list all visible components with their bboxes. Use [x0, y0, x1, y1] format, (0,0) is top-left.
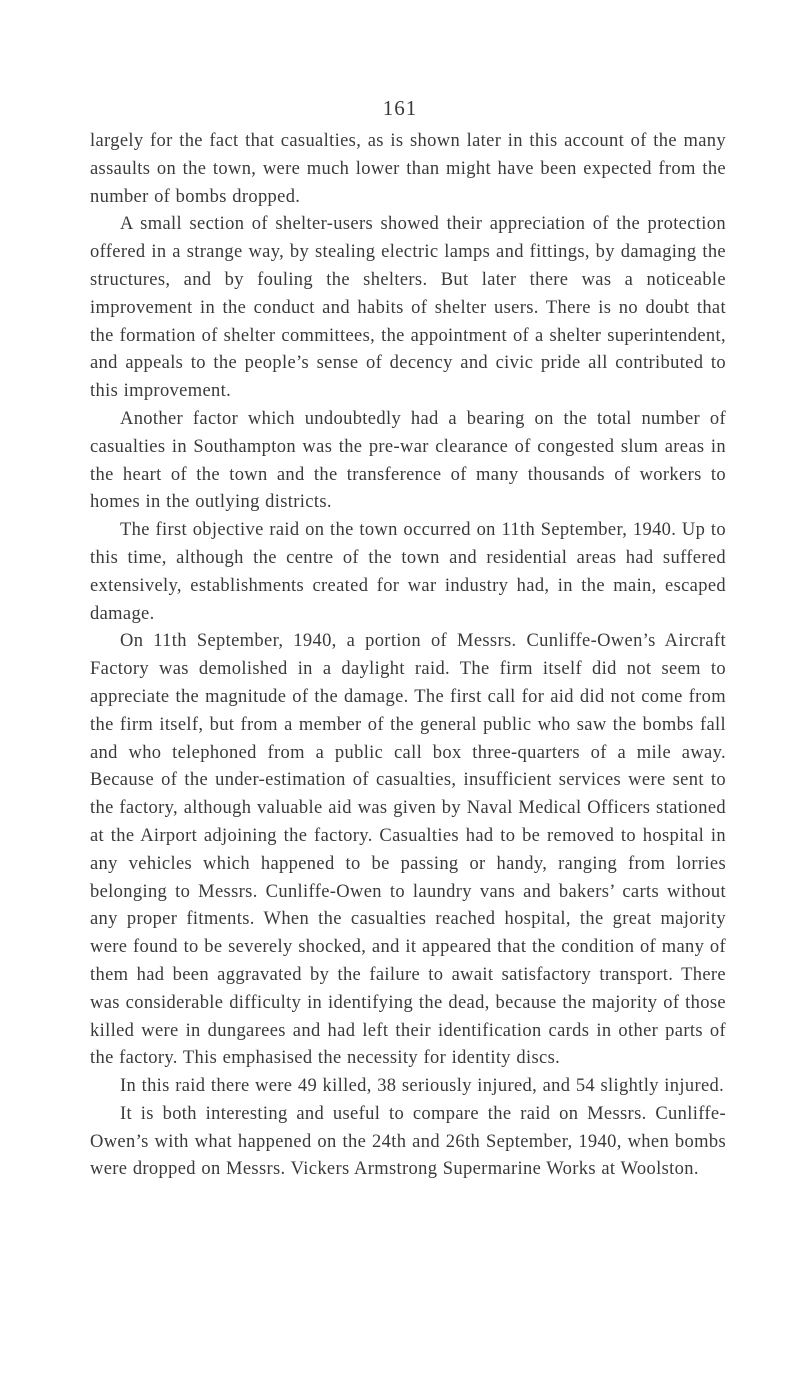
text-body — [90, 128, 726, 1184]
paragraph-casualty-figures: In this raid there were 49 killed, 38 seriously injured, and 54 slightly injured. — [120, 1076, 725, 1097]
paragraph-comparison: It is both interesting and useful to compare the raid on Messrs. Cunliffe-Owen’s with what happened on the 24th and 26th September, 1940, when bombs were dropped on Messrs. Vickers Armstrong Supermarine Works at Woolston. — [90, 1103, 726, 1180]
paragraph-continuation: largely for the fact that casualties, as is shown later in this account of the many assaults on the town, were much lower than might have been expected from the number of bombs dropped. — [90, 131, 726, 207]
paragraph-cunliffe-owen-raid: On 11th September, 1940, a portion of Messrs. Cunliffe-Owen’s Aircraft Factory was demolished in a daylight raid. The firm itself did not seem to appreciate the magnitude of the damage. The first call for aid did not come from the firm itself, but from a member of the general public who saw the bombs fall and who telephoned from a public call box three-quarters of a mile away. Because of the under-estimation of casualties, insufficient services were sent to the factory, although valuable aid was given by Naval Medical Officers stationed at the Airport adjoining the factory. Casualties had to be removed to hospital in any vehicles which happened to be passing or handy, ranging from lorries belonging to Messrs. Cunliffe-Owen to laundry vans and bakers’ carts without any proper fitments. When the casualties reached hospital, the great majority were found to be severely shocked, and it appeared that the condition of many of them had been aggravated by the failure to await satisfactory transport. There was considerable difficulty in identifying the dead, because the majority of those killed were in dungarees and had left their identification cards in other parts of the factory. This emphasised the necessity for identity discs. — [90, 631, 726, 1069]
paragraph-first-objective-raid: The first objective raid on the town occurred on 11th September, 1940. Up to this time, although the centre of the town and residential areas had suffered extensively, establishments created for war industry had, in the main, escaped damage. — [90, 520, 726, 624]
paragraph-slum-clearance: Another factor which undoubtedly had a bearing on the total number of casualties in Southampton was the pre-war clearance of congested slum areas in the heart of the town and the transference of many thousands of workers to homes in the outlying districts. — [90, 408, 726, 513]
page-number: 161 — [382, 96, 418, 120]
paragraph-shelter-users: A small section of shelter-users showed their appreciation of the protection offered in a strange way, by stealing electric lamps and fittings, by damaging the structures, and by fouling the shelters. But later there was a noticeable improvement in the conduct and habits of shelter users. There is no doubt that the formation of shelter committees, the appointment of a shelter superintendent, and appeals to the people’s sense of decency and civic pride all contributed to this improvement. — [90, 214, 726, 402]
